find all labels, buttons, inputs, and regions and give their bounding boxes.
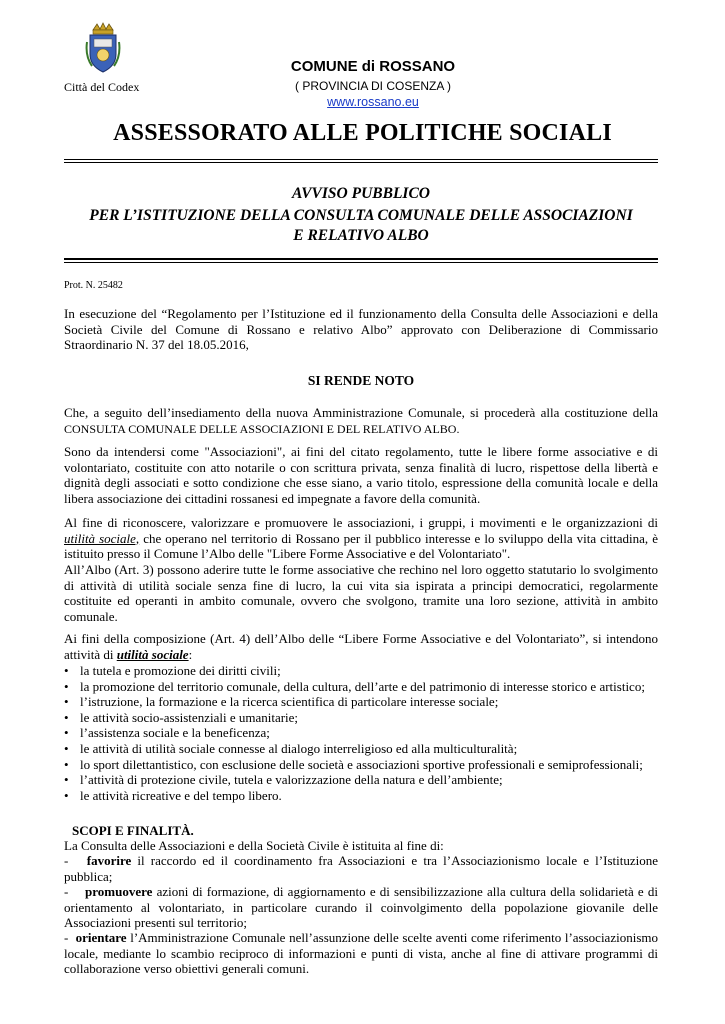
item-text: l’Amministrazione Comunale nell’assunzione delle scelte aventi come riferimento l’associazionismo locale, mediante lo scambio reciproco di informazioni e punti di vista, anche al fine di attivare programmi di collaborazione verso obiettivi generali comuni. [64,930,658,976]
paragraph-5 [64,631,658,662]
scopi-heading: SCOPI E FINALITÀ. [72,823,194,838]
paragraph-1-text: Che, a seguito dell’insediamento della nuova Amministrazione Comunale, si procederà alla costituzione della [64,405,658,420]
paragraph-3-text-b: che operano nel territorio di Rossano per il pubblico interesse e lo sviluppo della vita cittadina, è istituito presso il Comune l’Albo delle "Libere Forme Associative e del Volontariato". [64,530,658,561]
paragraph-3 [64,515,658,562]
scopi-item-orientare [64,930,658,977]
notice-title-line3: E RELATIVO ALBO [293,227,429,244]
item-dash: - [64,884,85,899]
keyword-promuovere: promuovere [85,884,153,899]
paragraph-2: Sono da intendersi come "Associazioni", ai fini del citato regolamento, tutte le libere forme associative e di volontariato, costituite con atto notarile o con scrittura privata, senza finalità di lucro, rispettose della libertà e dignità degli associati e sotto condizione che esse siano, a vario titolo, espressione della comunità locale e della libera associazione dei cittadini rossanesi ed impegnate a favore della comunità. [64,444,658,506]
item-text: il raccordo ed il coordinamento fra Associazioni e tra l’Associazionismo locale e l’Istituzione pubblica; [64,853,658,884]
keyword-favorire: favorire [86,853,132,868]
scopi-intro: La Consulta delle Associazioni e della Società Civile è istituita al fine di: [64,838,444,853]
item-dash: - [64,853,87,868]
assessorato-heading: ASSESSORATO ALLE POLITICHE SOCIALI [113,120,612,146]
list-item: • lo sport dilettantistico, con esclusione delle società e associazioni sportive professionali e semiprofessionali; [64,757,664,773]
list-item: • la tutela e promozione dei diritti civili; [64,663,664,679]
consulta-name: CONSULTA COMUNALE DELLE ASSOCIAZIONI E DEL RELATIVO ALBO. [64,421,460,436]
coat-of-arms-icon [84,22,122,74]
scopi-item-promuovere [64,884,658,931]
provincia-label: ( PROVINCIA DI COSENZA ) [294,79,452,93]
protocol-number: Prot. N. 25482 [64,280,123,291]
activities-list [64,663,664,803]
list-item: • le attività di utilità sociale connesse al dialogo interreligioso ed alla multiculturalità; [64,741,664,757]
scopi-item-favorire [64,853,658,884]
utilita-sociale-emphasis: utilità sociale [116,646,189,662]
list-item: • l’attività di protezione civile, tutela e valorizzazione della natura e dell’ambiente; [64,772,664,788]
list-item: • la promozione del territorio comunale, della cultura, dell’arte e del patrimonio di interesse storico e artistico; [64,679,664,695]
item-text: azioni di formazione, di aggiornamento e di sensibilizzazione alla cultura della solidarietà e di orientamento al volontariato, in particolare curando il coinvolgimento della popolazione giovanile delle Associazioni presenti sul territorio; [64,884,658,930]
intro-paragraph: In esecuzione del “Regolamento per l’Istituzione ed il funzionamento della Consulta delle Associazioni e della Società Civile del Comune di Rossano e relativo Albo” approvato con Deliberazione di Commissario Straordinario N. 37 del 18.05.2016, [64,306,658,352]
item-dash: - [64,930,76,945]
city-subtitle: Città del Codex [64,80,140,94]
comune-name: COMUNE di ROSSANO [290,58,456,75]
divider [64,258,658,263]
paragraph-4: All’Albo (Art. 3) possono aderire tutte le forme associative che rechino nel loro oggetto statutario lo svolgimento di attività di utilità sociale senza fine di lucro, la cui vita sia ispirata a principi democratici, regolarmente costituite ed operanti in ambito comunale, ovvero che svolgono, tramite una loro sezione, attività in ambito comunale. [64,562,658,624]
paragraph-5-text: Ai fini della composizione (Art. 4) dell’Albo delle “Libere Forme Associative e del Volontariato”, si intendono attività di [64,631,658,662]
utilita-sociale-emphasis: utilità sociale, [64,530,140,546]
keyword-orientare: orientare [75,930,127,945]
si-rende-noto-heading: SI RENDE NOTO [307,373,415,388]
list-item: • le attività ricreative e del tempo libero. [64,788,664,804]
list-item: • le attività socio-assistenziali e umanitarie; [64,710,664,726]
paragraph-5-colon: : [188,646,193,662]
divider [64,159,658,163]
paragraph-3-text-a: Al fine di riconoscere, valorizzare e promuovere le associazioni, i gruppi, i movimenti e le organizzazioni di [64,515,658,530]
notice-title-line1: AVVISO PUBBLICO [292,185,430,202]
website-link[interactable]: www.rossano.eu [327,95,419,109]
notice-title-line2: PER L’ISTITUZIONE DELLA CONSULTA COMUNALE DELLE ASSOCIAZIONI [89,207,633,224]
list-item: • l’assistenza sociale e la beneficenza; [64,725,664,741]
list-item: • l’istruzione, la formazione e la ricerca scientifica di particolare interesse sociale; [64,694,664,710]
paragraph-1 [64,405,658,437]
